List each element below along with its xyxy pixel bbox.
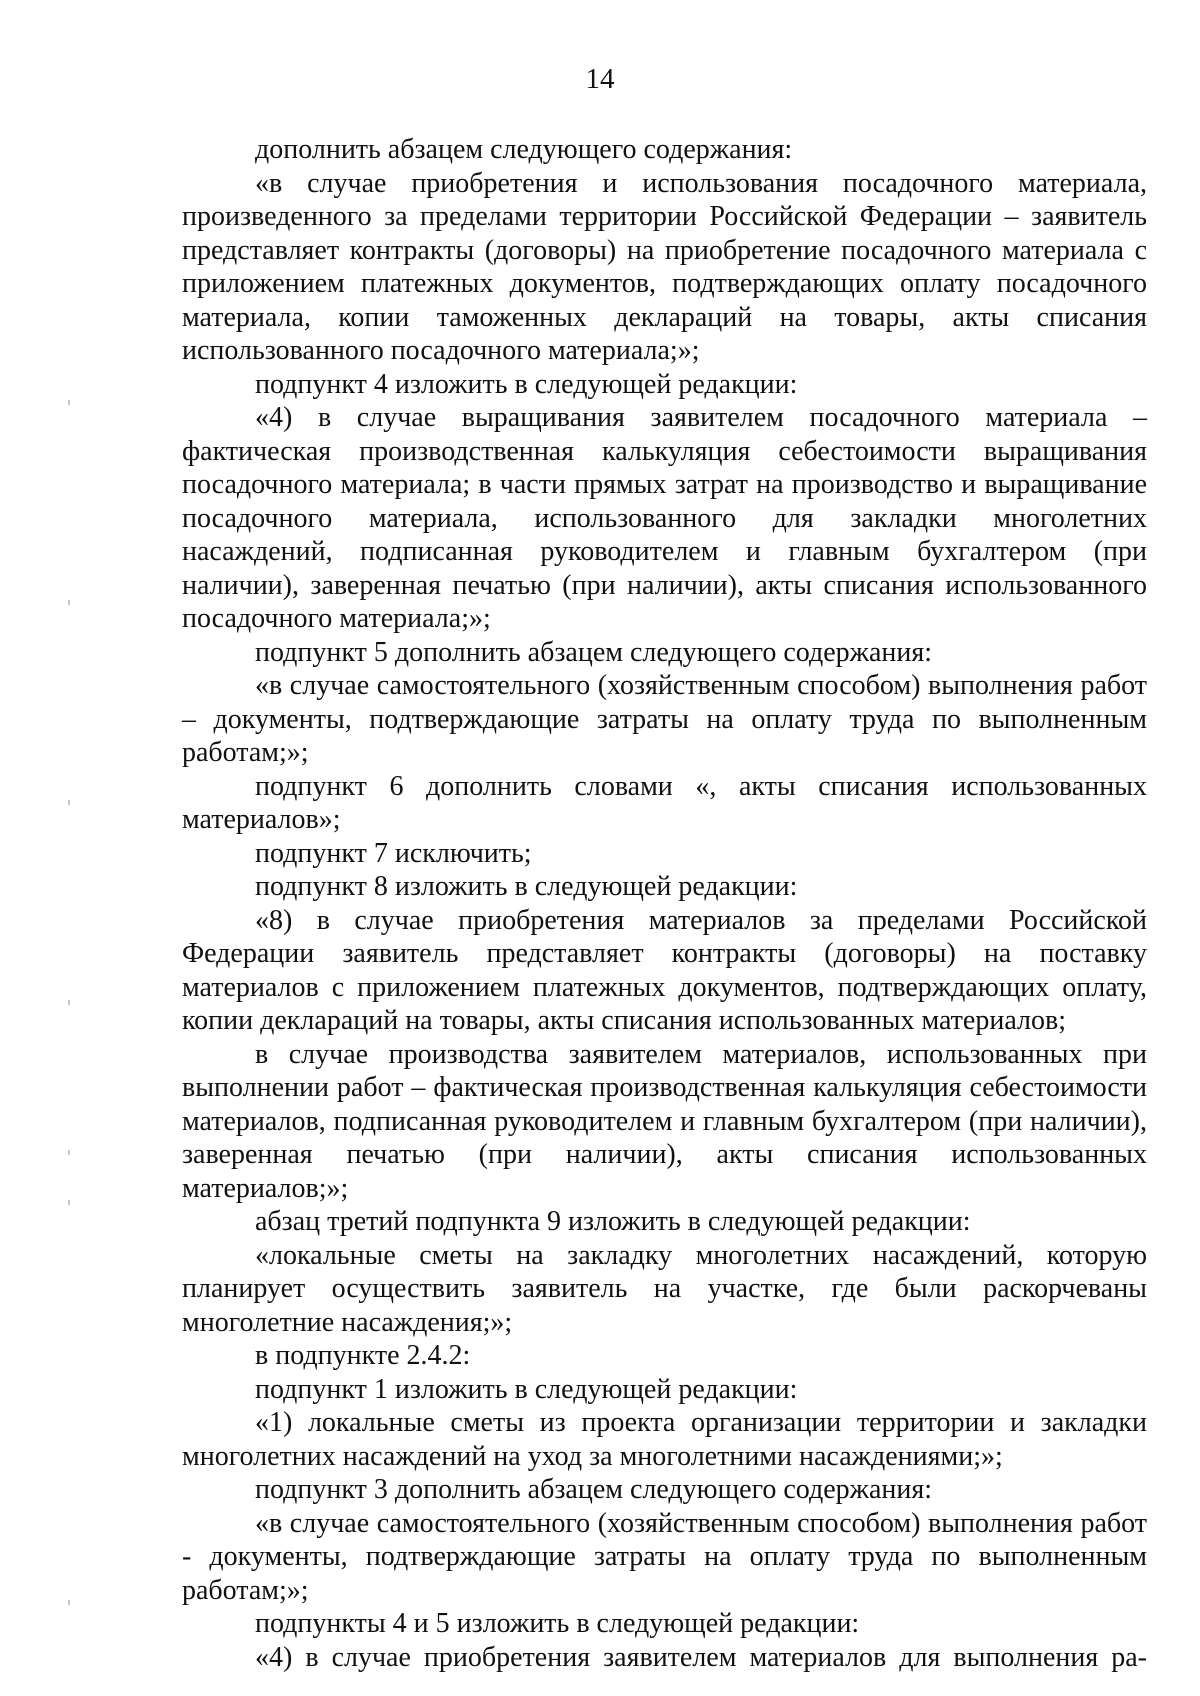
scan-margin-mark <box>68 1200 70 1205</box>
paragraph: «4) в случае выращивания заявителем посадочного материала – фактическая производственная калькуляция себестоимости выращивания посадочного материала; в части прямых затрат на производство и выращивание посадочного материала, использованного для закладки многолетних насаждений, подписанная руководителем и главным бухгалтером (при наличии), заверенная печатью (при наличии), акты списания использованного посадочного материала;»; <box>182 402 1147 634</box>
page-number: 14 <box>585 63 615 95</box>
paragraph: подпункт 4 изложить в следующей редакции: <box>255 368 798 400</box>
paragraph: «4) в случае приобретения заявителем материалов для выполнения ра- <box>255 1641 1147 1673</box>
scan-margin-mark <box>68 1150 70 1155</box>
scan-margin-mark <box>68 1000 70 1005</box>
scan-margin-mark <box>68 1600 70 1605</box>
scan-margin-mark <box>68 800 70 805</box>
paragraph: в подпункте 2.4.2: <box>255 1340 471 1371</box>
paragraph: подпункт 6 дополнить словами «, акты списания использованных материалов»; <box>182 770 1147 835</box>
paragraph: «в случае самостоятельного (хозяйственным способом) выполнения работ - документы, подтверждающие затраты на оплату труда по выполненным работам;»; <box>182 1507 1147 1606</box>
paragraph: подпункт 7 исключить; <box>255 837 532 869</box>
paragraph: в случае производства заявителем материалов, использованных при выполнении работ – фактическая производственная калькуляция себестоимости материалов, подписанная руководителем и главным бухгалтером (при наличии), заверенная печатью (при наличии), акты списания использованных материалов;»; <box>182 1038 1147 1204</box>
paragraph: «локальные сметы на закладку многолетних насаждений, которую планирует осуществить заявитель на участке, где были раскорчеваны многолетние насаждения;»; <box>182 1239 1147 1338</box>
paragraph: дополнить абзацем следующего содержания: <box>255 134 793 165</box>
paragraph: «в случае приобретения и использования посадочного материала, произведенного за пределами территории Российской Федерации – заявитель представляет контракты (договоры) на приобретение посадочного материала с приложением платежных документов, подтверждающих оплату посадочного материала, копии таможенных деклараций на товары, акты списания использованного посадочного материала;»; <box>182 167 1147 366</box>
paragraph: «8) в случае приобретения материалов за пределами Российской Федерации заявитель представляет контракты (договоры) на поставку материалов с приложением платежных документов, подтверждающих оплату, копии деклараций на товары, акты списания использованных материалов; <box>182 904 1147 1036</box>
paragraph: подпункт 5 дополнить абзацем следующего содержания: <box>255 636 933 668</box>
scan-margin-mark <box>68 400 70 405</box>
paragraph: подпункт 3 дополнить абзацем следующего содержания: <box>255 1474 933 1505</box>
scan-margin-mark <box>68 600 70 605</box>
paragraph: «1) локальные сметы из проекта организации территории и закладки многолетних насаждений на уход за многолетними насаждениями;»; <box>182 1407 1147 1472</box>
paragraph: подпункт 1 изложить в следующей редакции: <box>255 1373 798 1405</box>
paragraph: абзац третий подпункта 9 изложить в следующей редакции: <box>255 1206 971 1237</box>
paragraph: подпункт 8 изложить в следующей редакции: <box>255 871 798 902</box>
paragraph: подпункты 4 и 5 изложить в следующей редакции: <box>255 1608 860 1639</box>
paragraph: «в случае самостоятельного (хозяйственным способом) выполнения работ – документы, подтверждающие затраты на оплату труда по выполненным работам;»; <box>182 670 1147 768</box>
document-body <box>182 133 1147 1674</box>
